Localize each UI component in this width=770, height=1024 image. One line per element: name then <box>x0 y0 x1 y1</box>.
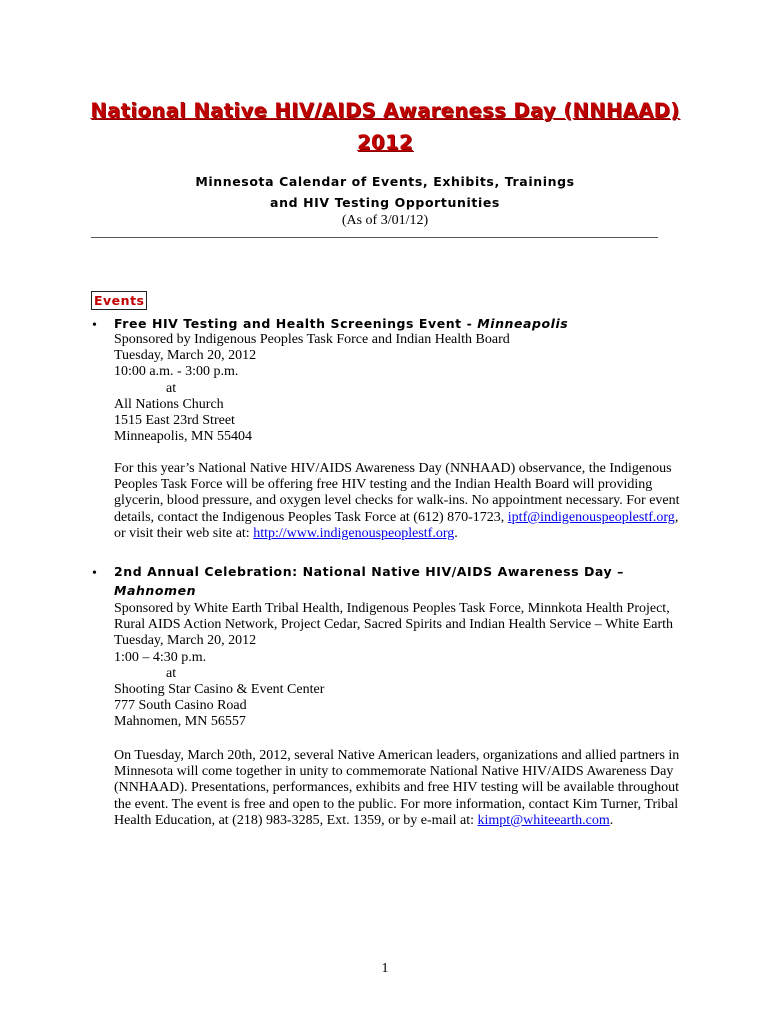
event-street: 777 South Casino Road <box>114 698 247 714</box>
bullet-icon: • <box>92 566 97 581</box>
paragraph-line: glycerin, blood pressure, and oxygen level checks for walk-ins. No appointment necessary. For event <box>114 493 680 509</box>
email-link[interactable]: iptf@indigenouspeoplestf.org <box>507 509 675 525</box>
event-details <box>114 601 679 731</box>
event-city: Minneapolis <box>477 316 569 331</box>
title-line-2: 2012 <box>357 131 413 154</box>
paragraph-line: For this year’s National Native HIV/AIDS Awareness Day (NNHAAD) observance, the Indigenous <box>114 461 672 476</box>
page-number: 1 <box>381 961 389 976</box>
event-sponsor: Rural AIDS Action Network, Project Cedar, Sacred Spirits and Indian Health Service – White Earth <box>114 617 674 633</box>
title-line-1: National Native HIV/AIDS Awareness Day (NNHAAD) <box>90 99 680 122</box>
event-sponsor: Sponsored by Indigenous Peoples Task Force and Indian Health Board <box>114 332 510 347</box>
event-heading: 2nd Annual Celebration: National Native HIV/AIDS Awareness Day – <box>114 564 624 579</box>
document-subtitle <box>60 171 710 213</box>
event-details <box>114 332 679 445</box>
paragraph-line: On Tuesday, March 20th, 2012, several Native American leaders, organizations and allied partners in <box>114 748 680 763</box>
event-time: 10:00 a.m. - 3:00 p.m. <box>114 364 239 380</box>
event-heading <box>114 315 568 333</box>
event-city-zip: Minneapolis, MN 55404 <box>114 429 253 445</box>
subtitle-line-2: and HIV Testing Opportunities <box>270 195 500 210</box>
section-label-events: Events <box>91 291 147 310</box>
event-at: at <box>166 380 177 396</box>
event-at: at <box>166 665 177 681</box>
event-city-zip: Mahnomen, MN 56557 <box>114 714 246 730</box>
event-description <box>114 748 679 829</box>
paragraph-line: Minnesota will come together in unity to commemorate National Native HIV/AIDS Awareness Day <box>114 764 674 780</box>
event-sponsor: Sponsored by White Earth Tribal Health, Indigenous Peoples Task Force, Minnkota Health Project, <box>114 601 670 616</box>
paragraph-line: the event. The event is free and open to the public. For more information, contact Kim Turner, Tribal <box>114 796 679 812</box>
event-date: Tuesday, March 20, 2012 <box>114 348 257 364</box>
paragraph-line: details, contact the Indigenous Peoples Task Force at (612) 870-1723, iptf@indigenouspeoplestf.org, <box>114 509 679 525</box>
event-city: Mahnomen <box>114 583 197 598</box>
event-street: 1515 East 23rd Street <box>114 413 235 429</box>
bullet-icon: • <box>92 318 97 333</box>
as-of-date: (As of 3/01/12) <box>341 213 429 228</box>
document-title <box>60 95 710 159</box>
website-link[interactable]: http://www.indigenouspeoplestf.org <box>253 525 455 541</box>
event-venue: Shooting Star Casino & Event Center <box>114 682 325 698</box>
paragraph-line: Health Education, at (218) 983-3285, Ext. 1359, or by e-mail at: kimpt@whiteearth.com. <box>114 812 614 828</box>
event-title: Free HIV Testing and Health Screenings Event - <box>114 316 478 331</box>
email-link[interactable]: kimpt@whiteearth.com <box>477 812 610 828</box>
horizontal-divider <box>91 237 658 238</box>
subtitle-line-1: Minnesota Calendar of Events, Exhibits, Trainings <box>195 174 575 189</box>
event-venue: All Nations Church <box>114 396 224 412</box>
event-time: 1:00 – 4:30 p.m. <box>114 649 207 665</box>
event-description <box>114 461 679 542</box>
paragraph-line: or visit their web site at: http://www.indigenouspeoplestf.org. <box>114 525 458 541</box>
event-date: Tuesday, March 20, 2012 <box>114 633 257 649</box>
paragraph-line: (NNHAAD). Presentations, performances, exhibits and free HIV testing will be available throughout <box>114 780 680 796</box>
paragraph-line: Peoples Task Force will be offering free HIV testing and the Indian Health Board will providing <box>114 477 653 493</box>
